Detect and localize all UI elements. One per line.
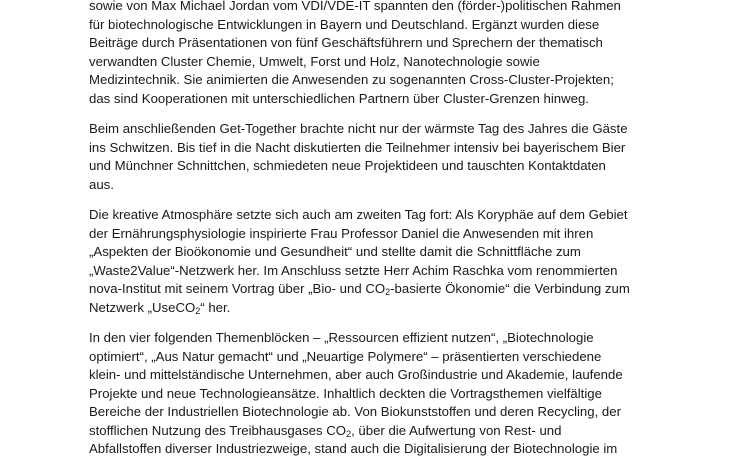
text-segment: “ her. xyxy=(200,299,231,315)
text-line: optimiert“, „Aus Natur gemacht“ und „Neuartige Polymere“ – präsentierten verschiedene xyxy=(89,348,602,364)
text-line: Abfallstoffen diverser Industriezweige, stand auch die Digitalisierung der Biotechnologie im xyxy=(89,441,618,456)
text-segment: stofflichen Nutzung des Treibhausgases CO xyxy=(89,422,347,438)
text-line: sowie von Max Michael Jordan vom VDI/VDE-IT spannten den (förder-)politischen Rahmen xyxy=(89,0,621,13)
text-line: klein- und mittelständische Unternehmen, aber auch Großindustrie und Akademie, laufende xyxy=(89,367,623,382)
text-line: Bereiche der Industriellen Biotechnologie ab. Von Biokunststoffen und deren Recycling, der xyxy=(89,404,621,419)
text-line: „Aspekten der Bioökonomie und Gesundheit“ und stellte damit die Schnittfläche zum xyxy=(89,244,581,259)
text-line: der Ernährungsphysiologie inspirierte Frau Professor Daniel die Anwesenden mit ihren xyxy=(89,225,594,241)
text-line: verwandten Cluster Chemie, Umwelt, Forst und Holz, Nanotechnologie sowie xyxy=(89,53,540,69)
text-line: aus. xyxy=(89,176,114,192)
text-segment: -basierte Ökonomie“ die Verbindung zum xyxy=(390,281,630,296)
paragraph-3 xyxy=(89,206,661,317)
text-line: Die kreative Atmosphäre setzte sich auch am zweiten Tag fort: Als Koryphäe auf dem Gebiet xyxy=(89,207,628,222)
text-line: Projekte und neue Technologieansätze. Inhaltlich deckten die Vortragsthemen vielfältige xyxy=(89,385,602,401)
paragraph-4 xyxy=(89,329,661,459)
paragraph-1 xyxy=(89,0,661,108)
text-line xyxy=(89,280,661,299)
subscript: 2 xyxy=(346,428,352,439)
text-line: Medizintechnik. Sie animierten die Anwesenden zu sogenannten Cross-Cluster-Projekten; xyxy=(89,72,614,87)
text-line xyxy=(89,299,661,318)
text-line xyxy=(89,422,661,441)
text-line: das sind Kooperationen mit unterschiedlichen Partnern über Cluster-Grenzen hinweg. xyxy=(89,90,589,106)
text-segment: Netzwerk „UseCO xyxy=(89,299,196,315)
text-segment: nova-Institut mit seinem Vortrag über „Bio- und CO xyxy=(89,281,386,296)
subscript: 2 xyxy=(195,305,201,316)
text-segment: , über die Aufwertung von Rest- und xyxy=(351,422,562,438)
text-line: „Waste2Value“-Netzwerk her. Im Anschluss setzte Herr Achim Raschka vom renommierten xyxy=(89,262,618,278)
text-line: für biotechnologische Entwicklungen in Bayern und Deutschland. Ergänzt wurden diese xyxy=(89,16,600,32)
paragraph-2 xyxy=(89,120,661,194)
text-line: Beiträge durch Präsentationen von fünf Geschäftsführern und Sprechern der thematisch xyxy=(89,35,603,50)
text-line: ins Schwitzen. Bis tief in die Nacht diskutierten die Teilnehmer intensiv bei bayerischem Bier xyxy=(89,139,626,155)
text-line: Beim anschließenden Get-Together brachte nicht nur der wärmste Tag des Jahres die Gäste xyxy=(89,121,628,136)
document-body xyxy=(89,0,661,471)
text-line: In den vier folgenden Themenblöcken – „Ressourcen effizient nutzen“, „Biotechnologie xyxy=(89,330,594,345)
text-line: und Münchner Schnittchen, schmiedeten neue Projektideen und tauschten Kontaktdaten xyxy=(89,158,606,173)
subscript: 2 xyxy=(385,287,391,297)
